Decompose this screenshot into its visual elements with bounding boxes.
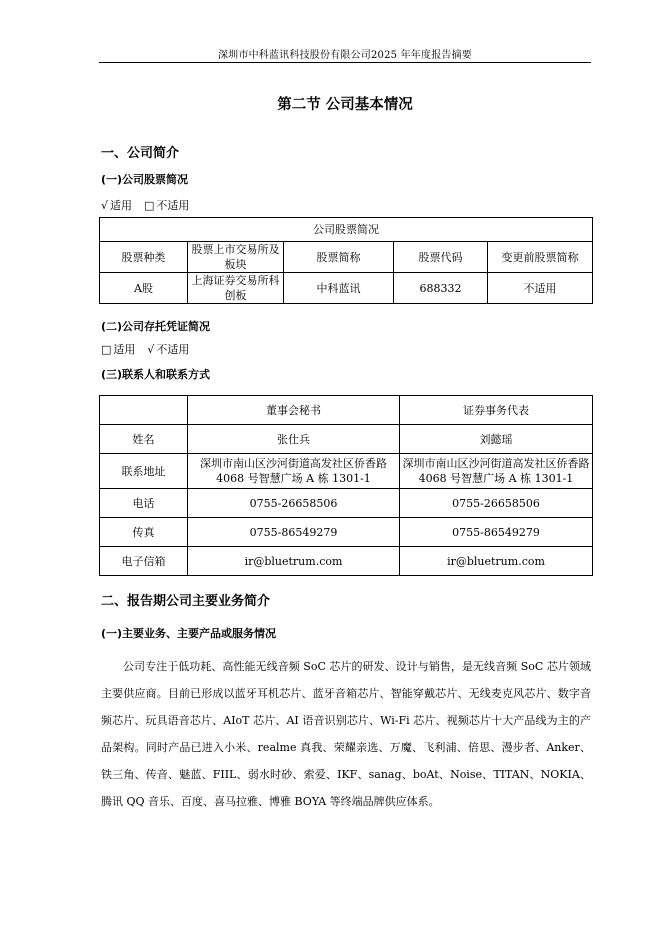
stock-table-header: 股票种类	[100, 242, 188, 273]
contact-cell: 张仕兵	[188, 425, 400, 454]
heading-stock-overview: (一)公司股票简况	[101, 173, 189, 186]
contact-table-blank-cell	[100, 396, 188, 425]
heading-contacts: (三)联系人和联系方式	[101, 368, 211, 381]
contact-cell: 0755-26658506	[188, 489, 400, 518]
heading-company-intro: 一、公司简介	[101, 146, 180, 161]
contact-row-label: 姓名	[100, 425, 188, 454]
contact-cell: ir@bluetrum.com	[400, 547, 593, 576]
stock-applicability-options	[101, 197, 189, 213]
contact-row-label: 联系地址	[100, 454, 188, 489]
business-paragraph: 公司专注于低功耗、高性能无线音频 SoC 芯片的研发、设计与销售，是无线音频 SoC 芯片领域主要供应商。目前已形成以蓝牙耳机芯片、蓝牙音箱芯片、智能穿戴芯片、无线麦克风芯片、数字音频芯片、玩具语音芯片、AIoT 芯片、AI 语音识别芯片、Wi-Fi 芯片、视频芯片十大产品线为主的产品架构。同时产品已进入小米、realme 真我、荣耀亲选、万魔、飞利浦、倍思、漫步者、Anker、铁三角、传音、魅蓝、FIIL、弱水时砂、索爱、IKF、sanag、boAt、Noise、TITAN、NOKIA、腾讯 QQ 音乐、百度、喜马拉雅、博雅 BOYA 等终端品牌供应体系。	[101, 660, 591, 808]
option-not-applicable-label: 不适用	[156, 199, 190, 212]
heading-business-overview: 二、报告期公司主要业务简介	[101, 594, 271, 609]
contact-cell: 0755-86549279	[400, 518, 593, 547]
checkbox-not-applicable-empty: □	[144, 199, 155, 212]
header-divider	[99, 62, 591, 63]
stock-table-cell: 不适用	[488, 273, 593, 304]
option-applicable-label: 适用	[110, 199, 133, 212]
checkbox-applicable-checked: √	[101, 199, 109, 212]
contact-cell: 深圳市南山区沙河街道高发社区侨香路4068 号智慧广场 A 栋 1301-1	[188, 454, 400, 489]
contact-table-col-header: 董事会秘书	[188, 396, 400, 425]
stock-table-header: 股票代码	[394, 242, 488, 273]
contact-row-label: 传真	[100, 518, 188, 547]
stock-table-cell: 688332	[394, 273, 488, 304]
contact-cell: ir@bluetrum.com	[188, 547, 400, 576]
checkbox-applicable-empty: □	[101, 343, 112, 356]
contact-cell: 0755-86549279	[188, 518, 400, 547]
checkbox-not-applicable-checked: √	[147, 343, 155, 356]
depositary-applicability-options	[101, 341, 189, 357]
section-title: 第二节 公司基本情况	[277, 97, 413, 113]
contact-table	[99, 395, 593, 576]
stock-table-cell: A股	[100, 273, 188, 304]
contact-cell: 刘懿瑶	[400, 425, 593, 454]
heading-depositary-receipts: (二)公司存托凭证简况	[101, 320, 211, 333]
stock-table-caption: 公司股票简况	[100, 218, 593, 242]
contact-cell: 0755-26658506	[400, 489, 593, 518]
option-applicable-label: 适用	[113, 343, 136, 356]
stock-table-cell: 中科蓝讯	[284, 273, 394, 304]
stock-table-header: 股票简称	[284, 242, 394, 273]
heading-main-business: (一)主要业务、主要产品或服务情况	[101, 627, 277, 640]
contact-table-col-header: 证券事务代表	[400, 396, 593, 425]
stock-table-header: 股票上市交易所及板块	[188, 242, 284, 273]
business-description	[101, 653, 591, 815]
stock-overview-table	[99, 217, 593, 304]
contact-row-label: 电话	[100, 489, 188, 518]
page-header: 深圳市中科蓝讯科技股份有限公司2025 年年度报告摘要	[217, 50, 473, 61]
contact-cell: 深圳市南山区沙河街道高发社区侨香路 4068 号智慧广场 A 栋 1301-1	[400, 454, 593, 489]
stock-table-cell: 上海证券交易所科创板	[188, 273, 284, 304]
stock-table-header: 变更前股票简称	[488, 242, 593, 273]
contact-row-label: 电子信箱	[100, 547, 188, 576]
option-not-applicable-label: 不适用	[156, 343, 190, 356]
